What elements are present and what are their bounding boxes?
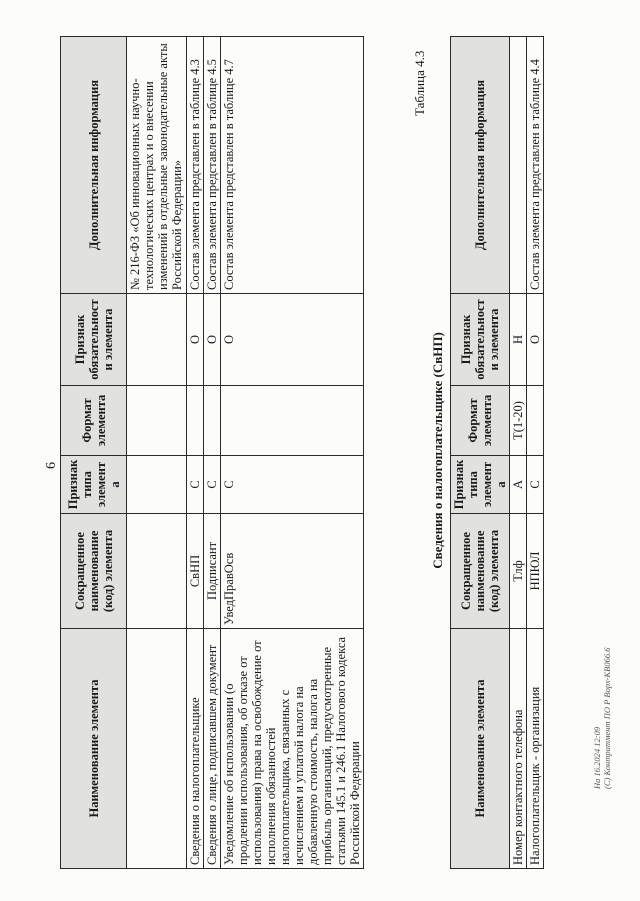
table-row (527, 37, 544, 869)
cell-code: Тлф (510, 514, 527, 629)
cell-name: Номер контактного телефона (510, 629, 527, 869)
cell-required: О (527, 294, 544, 386)
header-element-format: Формат элемента (61, 386, 127, 456)
cell-type: С (204, 456, 221, 514)
cell-type: А (510, 456, 527, 514)
table-row (204, 37, 221, 869)
header-element-type: Признак типа элемента (61, 456, 127, 514)
table-row (187, 37, 204, 869)
header-additional-info: Дополнительная информация (451, 37, 510, 294)
cell-code (127, 514, 187, 629)
header-additional-info: Дополнительная информация (61, 37, 127, 294)
header-element-format: Формат элемента (451, 386, 510, 456)
cell-format (127, 386, 187, 456)
cell-name: Налогоплательщик - организация (527, 629, 544, 869)
cell-required: О (187, 294, 204, 386)
cell-info: Состав элемента представлен в таблице 4.5 (204, 37, 221, 294)
scan-stamp (592, 647, 612, 789)
cell-format (527, 386, 544, 456)
cell-type (127, 456, 187, 514)
cell-info: № 216-ФЗ «Об инновационных научно-технологических центрах и о внесении изменений в отдельные законодательные акты Российской Федерации» (127, 37, 187, 294)
cell-format (204, 386, 221, 456)
table-row (127, 37, 187, 869)
header-element-code: Сокращенное наименование (код) элемента (451, 514, 510, 629)
section-title: Сведения о налогоплательщике (СвНП) (430, 332, 445, 569)
cell-info: Состав элемента представлен в таблице 4.4 (527, 37, 544, 294)
cell-code: СвНП (187, 514, 204, 629)
cell-format (187, 386, 204, 456)
header-element-required: Признак обязательности элемента (61, 294, 127, 386)
cell-type: С (527, 456, 544, 514)
table-row (221, 37, 364, 869)
cell-info: Состав элемента представлен в таблице 4.3 (187, 37, 204, 294)
stamp-line-1: На 16.2024 12:09 (592, 726, 602, 789)
page-number: 6 (44, 462, 59, 469)
header-element-name: Наименование элемента (451, 629, 510, 869)
cell-required: Н (510, 294, 527, 386)
cell-format: T(1-20) (510, 386, 527, 456)
header-element-type: Признак типа элемента (451, 456, 510, 514)
cell-type: С (221, 456, 364, 514)
stamp-line-2: (С) Контратмент ПО Р Ворх-КВ066.6 (602, 647, 612, 789)
table-row (510, 37, 527, 869)
cell-name: Уведомление об использовании (о продлении использования, об отказе от использования) права на освобождение от исполнения обязанностей налогоплательщика, связанных с исчислением и уплатой налога на добавленную стоимость, налога на прибыль организаций, предусмотренные статьями 145.1 и 246.1 Налогового кодекса Российской Федерации (221, 629, 364, 869)
cell-required: О (221, 294, 364, 386)
cell-format (221, 386, 364, 456)
cell-name: Сведения о лице, подписавшем документ (204, 629, 221, 869)
cell-required (127, 294, 187, 386)
taxpayer-info-table (450, 36, 544, 869)
elements-table-continued (60, 36, 364, 869)
cell-code: НПЮЛ (527, 514, 544, 629)
cell-required: О (204, 294, 221, 386)
cell-type: С (187, 456, 204, 514)
cell-code: УведПравОсв (221, 514, 364, 629)
cell-info: Состав элемента представлен в таблице 4.7 (221, 37, 364, 294)
table-label: Таблица 4.3 (412, 50, 427, 116)
cell-name (127, 629, 187, 869)
header-element-code: Сокращенное наименование (код) элемента (61, 514, 127, 629)
cell-name: Сведения о налогоплательщике (187, 629, 204, 869)
cell-info (510, 37, 527, 294)
header-element-name: Наименование элемента (61, 629, 127, 869)
cell-code: Подписант (204, 514, 221, 629)
header-element-required: Признак обязательности элемента (451, 294, 510, 386)
